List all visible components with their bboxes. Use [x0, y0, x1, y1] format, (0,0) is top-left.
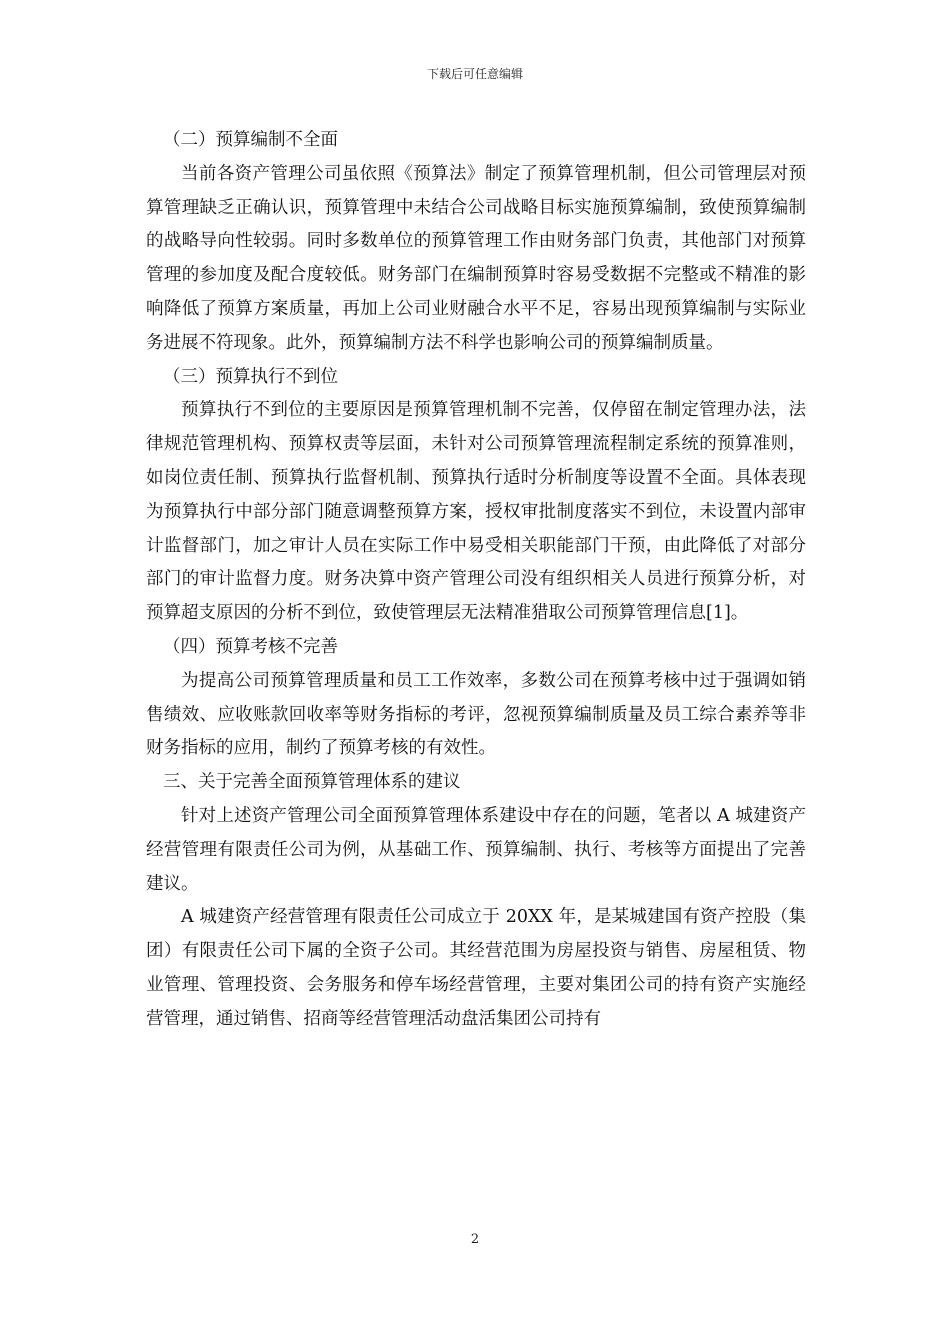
- section-heading-suggestions: 三、关于完善全面预算管理体系的建议: [163, 772, 461, 793]
- paragraph-budget-preparation: 当前各资产管理公司虽依照《预算法》制定了预算管理机制，但公司管理层对预算管理缺乏正确认识，预算管理中未结合公司战略目标实施预算编制，致使预算编制的战略导向性较弱。同时多数单位的预算管理工作由财务部门负责，其他部门对预算管理的参加度及配合度较低。财务部门在编制预算时容易受数据不完整或不精准的影响降低了预算方案质量，再加上公司业财融合水平不足，容易出现预算编制与实际业务进展不符现象。此外，预算编制方法不科学也影响公司的预算编制质量。: [146, 163, 806, 353]
- section-heading-budget-preparation: （二）预算编制不全面: [163, 130, 338, 150]
- paragraph-company-intro: A 城建资产经营管理有限责任公司成立于 20XX 年，是某城建国有资产控股（集团）有限责任公司下属的全资子公司。其经营范围为房屋投资与销售、房屋租赁、物业管理、管理投资、会务服务和停车场经营管理，主要对集团公司的持有资产实施经营管理，通过销售、招商等经营管理活动盘活集团公司持有: [146, 907, 806, 1029]
- section-heading-budget-execution: （三）预算执行不到位: [163, 366, 338, 387]
- paragraph-suggestions-intro: 针对上述资产管理公司全面预算管理体系建设中存在的问题，笔者以 A 城建资产经营管理有限责任公司为例，从基础工作、预算编制、执行、考核等方面提出了完善建议。: [146, 805, 806, 894]
- paragraph-budget-assessment: 为提高公司预算管理质量和员工工作效率，多数公司在预算考核中过于强调如销售绩效、应收账款回收率等财务指标的考评，忽视预算编制质量及员工综合素养等非财务指标的应用，制约了预算考核的有效性。: [146, 670, 806, 759]
- document-body: [146, 124, 806, 1037]
- section-heading-budget-assessment: （四）预算考核不完善: [163, 636, 338, 657]
- paragraph-budget-execution: 预算执行不到位的主要原因是预算管理机制不完善，仅停留在制定管理办法，法律规范管理机构、预算权责等层面，未针对公司预算管理流程制定系统的预算准则，如岗位责任制、预算执行监督机制、预算执行适时分析制度等设置不全面。具体表现为预算执行中部分部门随意调整预算方案，授权审批制度落实不到位，未设置内部审计监督部门，加之审计人员在实际工作中易受相关职能部门干预，由此降低了对部分部门的审计监督力度。财务决算中资产管理公司没有组织相关人员进行预算分析，对预算超支原因的分析不到位，致使管理层无法精准猎取公司预算管理信息[1]。: [146, 400, 806, 624]
- page-number: 2: [470, 1232, 480, 1247]
- page-header: 下载后可任意编辑: [426, 67, 523, 81]
